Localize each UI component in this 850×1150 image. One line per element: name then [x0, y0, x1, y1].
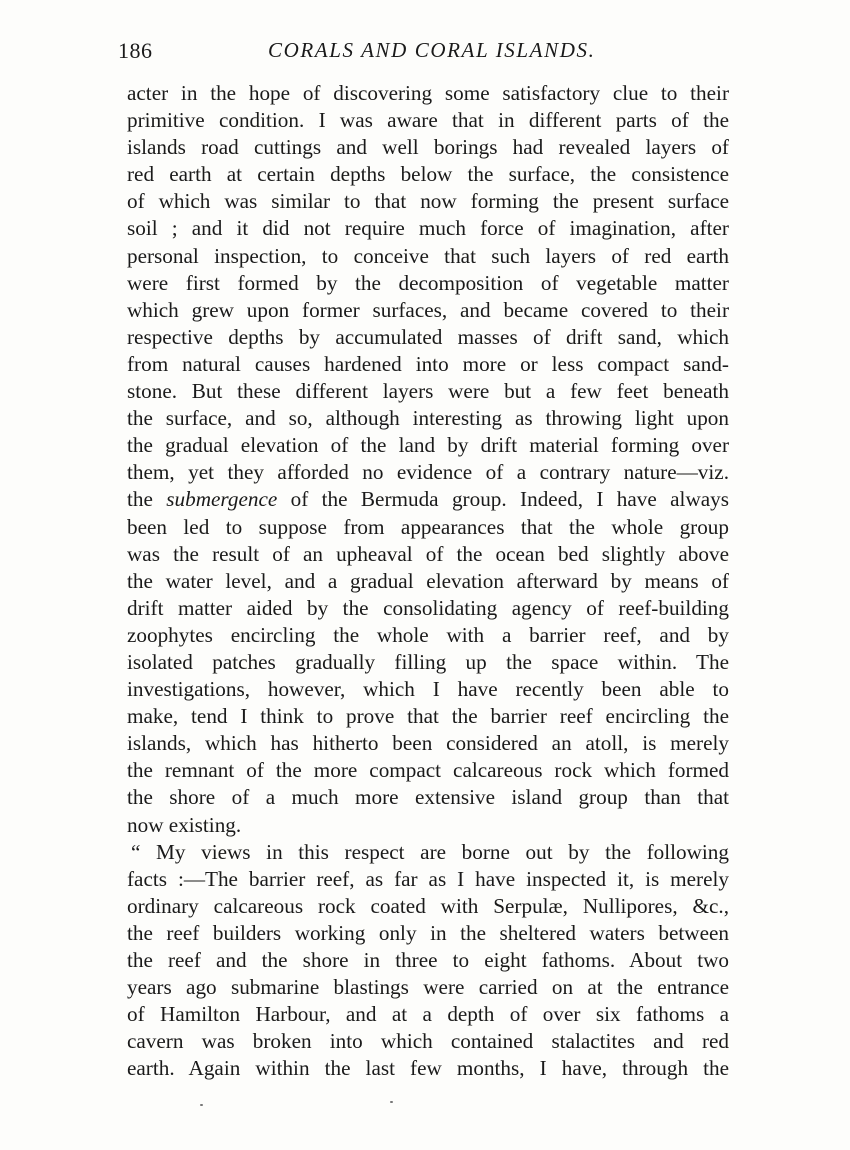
text-line: investigations, however, which I have recently been able to	[127, 677, 729, 702]
text-line: primitive condition. I was aware that in different parts of the	[127, 108, 729, 133]
text-line: years ago submarine blastings were carried on at the entrance	[127, 975, 729, 1000]
text-line: the shore of a much more extensive island group than that	[127, 785, 729, 810]
text-line: facts :—The barrier reef, as far as I have inspected it, is merely	[127, 866, 729, 891]
text-line: which grew upon former surfaces, and became covered to their	[127, 297, 729, 322]
text-line: red earth at certain depths below the surface, the consistence	[127, 162, 729, 187]
text-line: them, yet they afforded no evidence of a contrary nature—viz.	[127, 460, 729, 485]
speck-mark	[390, 1101, 393, 1103]
text-line: the water level, and a gradual elevation afterward by means of	[127, 568, 729, 593]
page-number: 186	[118, 38, 153, 63]
running-head	[118, 38, 730, 68]
text-line: been led to suppose from appearances that the whole group	[127, 514, 729, 539]
text-line: make, tend I think to prove that the barrier reef encircling the	[127, 704, 729, 729]
running-title: CORALS AND CORAL ISLANDS.	[268, 38, 596, 62]
text-line: respective depths by accumulated masses of drift sand, which	[127, 324, 729, 349]
text-line: acter in the hope of discovering some satisfactory clue to their	[127, 81, 729, 105]
text-line: zoophytes encircling the whole with a barrier reef, and by	[127, 622, 729, 647]
text-segment: the	[127, 487, 167, 512]
text-line: from natural causes hardened into more or less compact sand-	[127, 351, 729, 376]
text-line: of Hamilton Harbour, and at a depth of over six fathoms a	[127, 1002, 729, 1027]
text-line: of which was similar to that now forming the present surface	[127, 189, 729, 214]
text-line: the reef and the shore in three to eight fathoms. About two	[127, 948, 729, 972]
text-line: the reef builders working only in the sheltered waters between	[127, 920, 729, 945]
text-line: personal inspection, to conceive that such layers of red earth	[127, 243, 729, 268]
text-segment: of the Bermuda group. Indeed, I have always	[277, 487, 729, 512]
text-line: were first formed by the decomposition of vegetable matter	[127, 270, 729, 295]
text-line: islands road cuttings and well borings had revealed layers of	[127, 135, 729, 160]
text-line: islands, which has hitherto been considered an atoll, is merely	[127, 731, 729, 756]
text-line: stone. But these different layers were but a few feet beneath	[127, 379, 729, 404]
text-line: isolated patches gradually filling up the space within. The	[127, 649, 729, 674]
scan-specks	[200, 1098, 600, 1106]
text-line: ordinary calcareous rock coated with Serpulæ, Nullipores, &c.,	[127, 893, 729, 918]
text-line: “ My views in this respect are borne out by the following	[131, 839, 729, 864]
body-text	[127, 80, 729, 1082]
text-line: drift matter aided by the consolidating agency of reef-building	[127, 595, 729, 620]
italic-word: submergence	[166, 487, 278, 512]
text-line: the surface, and so, although interesting as throwing light upon	[127, 406, 729, 431]
text-line: now existing.	[127, 812, 242, 837]
text-line: the gradual elevation of the land by drift material forming over	[127, 433, 729, 458]
text-line: soil ; and it did not require much force of imagination, after	[127, 216, 729, 241]
text-line: cavern was broken into which contained stalactites and red	[127, 1029, 729, 1054]
speck-mark	[200, 1104, 203, 1106]
text-line: earth. Again within the last few months, I have, through the	[127, 1056, 729, 1081]
text-line-with-italic	[127, 486, 729, 513]
text-line: was the result of an upheaval of the ocean bed slightly above	[127, 541, 729, 566]
text-line: the remnant of the more compact calcareous rock which formed	[127, 758, 729, 783]
